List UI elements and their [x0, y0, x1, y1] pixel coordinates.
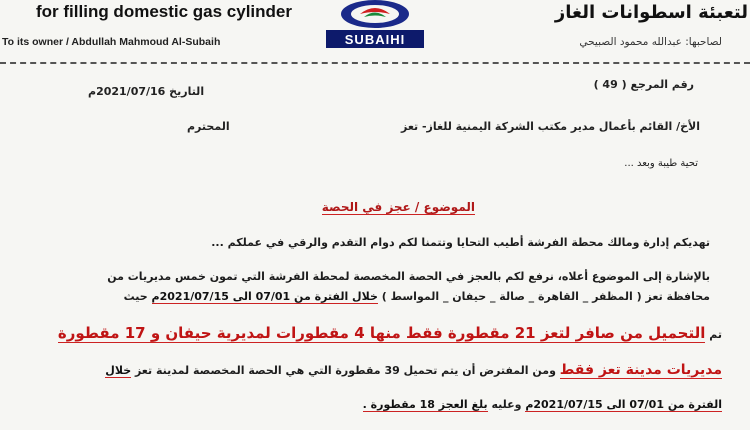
body-line-3-c: حيث: [123, 290, 152, 303]
letter-date: [88, 85, 204, 98]
date-value: 2021/07/16م: [88, 85, 166, 98]
period-text-2: الفترة من 07/01 الى 2021/07/15م: [525, 398, 722, 411]
logo-text: SUBAIHI: [344, 32, 406, 47]
header-title-ar: لتعبئة اسطوانات الغاز: [554, 2, 748, 23]
reference-number: [594, 78, 694, 91]
header-owner-ar: لصاحبها: عبدالله محمود الصبيحي: [579, 36, 722, 48]
header-owner-en: To its owner / Abdullah Mahmoud Al-Subaih: [2, 36, 221, 48]
date-label: التاريخ: [169, 85, 205, 98]
header-title-en: for filling domestic gas cylinder: [36, 2, 292, 21]
deficit-text: بلغ العجز 18 مقطورة .: [362, 398, 488, 411]
ref-label: رقم المرجع: [630, 78, 694, 91]
header-divider: [0, 62, 750, 64]
body-line-5-b: ومن المفترض أن يتم تحميل 39 مقطورة التي هي الحصة المخصصة لمدينة تعز: [131, 364, 560, 377]
subject-line: الموضوع / عجز في الحصة: [321, 200, 475, 214]
body-line-2: بالإشارة إلى الموضوع أعلاه، نرفع لكم بالعجز في الحصة المخصصة لمحطة الفرشة التي تمون خمس مديريات من: [107, 270, 710, 283]
body-line-4: [58, 324, 722, 342]
body-line-3: [124, 290, 710, 303]
districts-highlight: مديريات مدينة تعز فقط: [559, 362, 722, 378]
loading-highlight: التحميل من صافر لتعز 21 مقطورة فقط منها 4 مقطورات لمديرية حيفان و 17 مقطورة: [57, 324, 706, 342]
body-line-5: [105, 362, 722, 378]
body-line-4-a: تم: [705, 328, 722, 341]
greeting: تحية طيبة وبعد ...: [624, 158, 698, 169]
addressee: الأخ/ القائم بأعمال مدير مكتب الشركة اليمنية للغاز- تعز: [400, 120, 700, 133]
period-text: خلال الفترة من 07/01 الى 2021/07/15م: [151, 290, 378, 303]
body-line-6-b: وعليه: [487, 398, 526, 411]
body-line-3-a: محافظة تعز ( المظفر _ القاهرة _ صالة _ حيفان _ المواسط ): [377, 290, 710, 303]
ref-value: ( 49 ): [593, 78, 627, 91]
respected-label: المحترم: [187, 120, 230, 133]
during-text: خلال: [105, 364, 132, 377]
body-line-6: [363, 398, 722, 411]
body-line-1: تهديكم إدارة ومالك محطة الفرشة أطيب التحايا وتتمنا لكم دوام التقدم والرقي في عملكم ...: [211, 236, 710, 249]
